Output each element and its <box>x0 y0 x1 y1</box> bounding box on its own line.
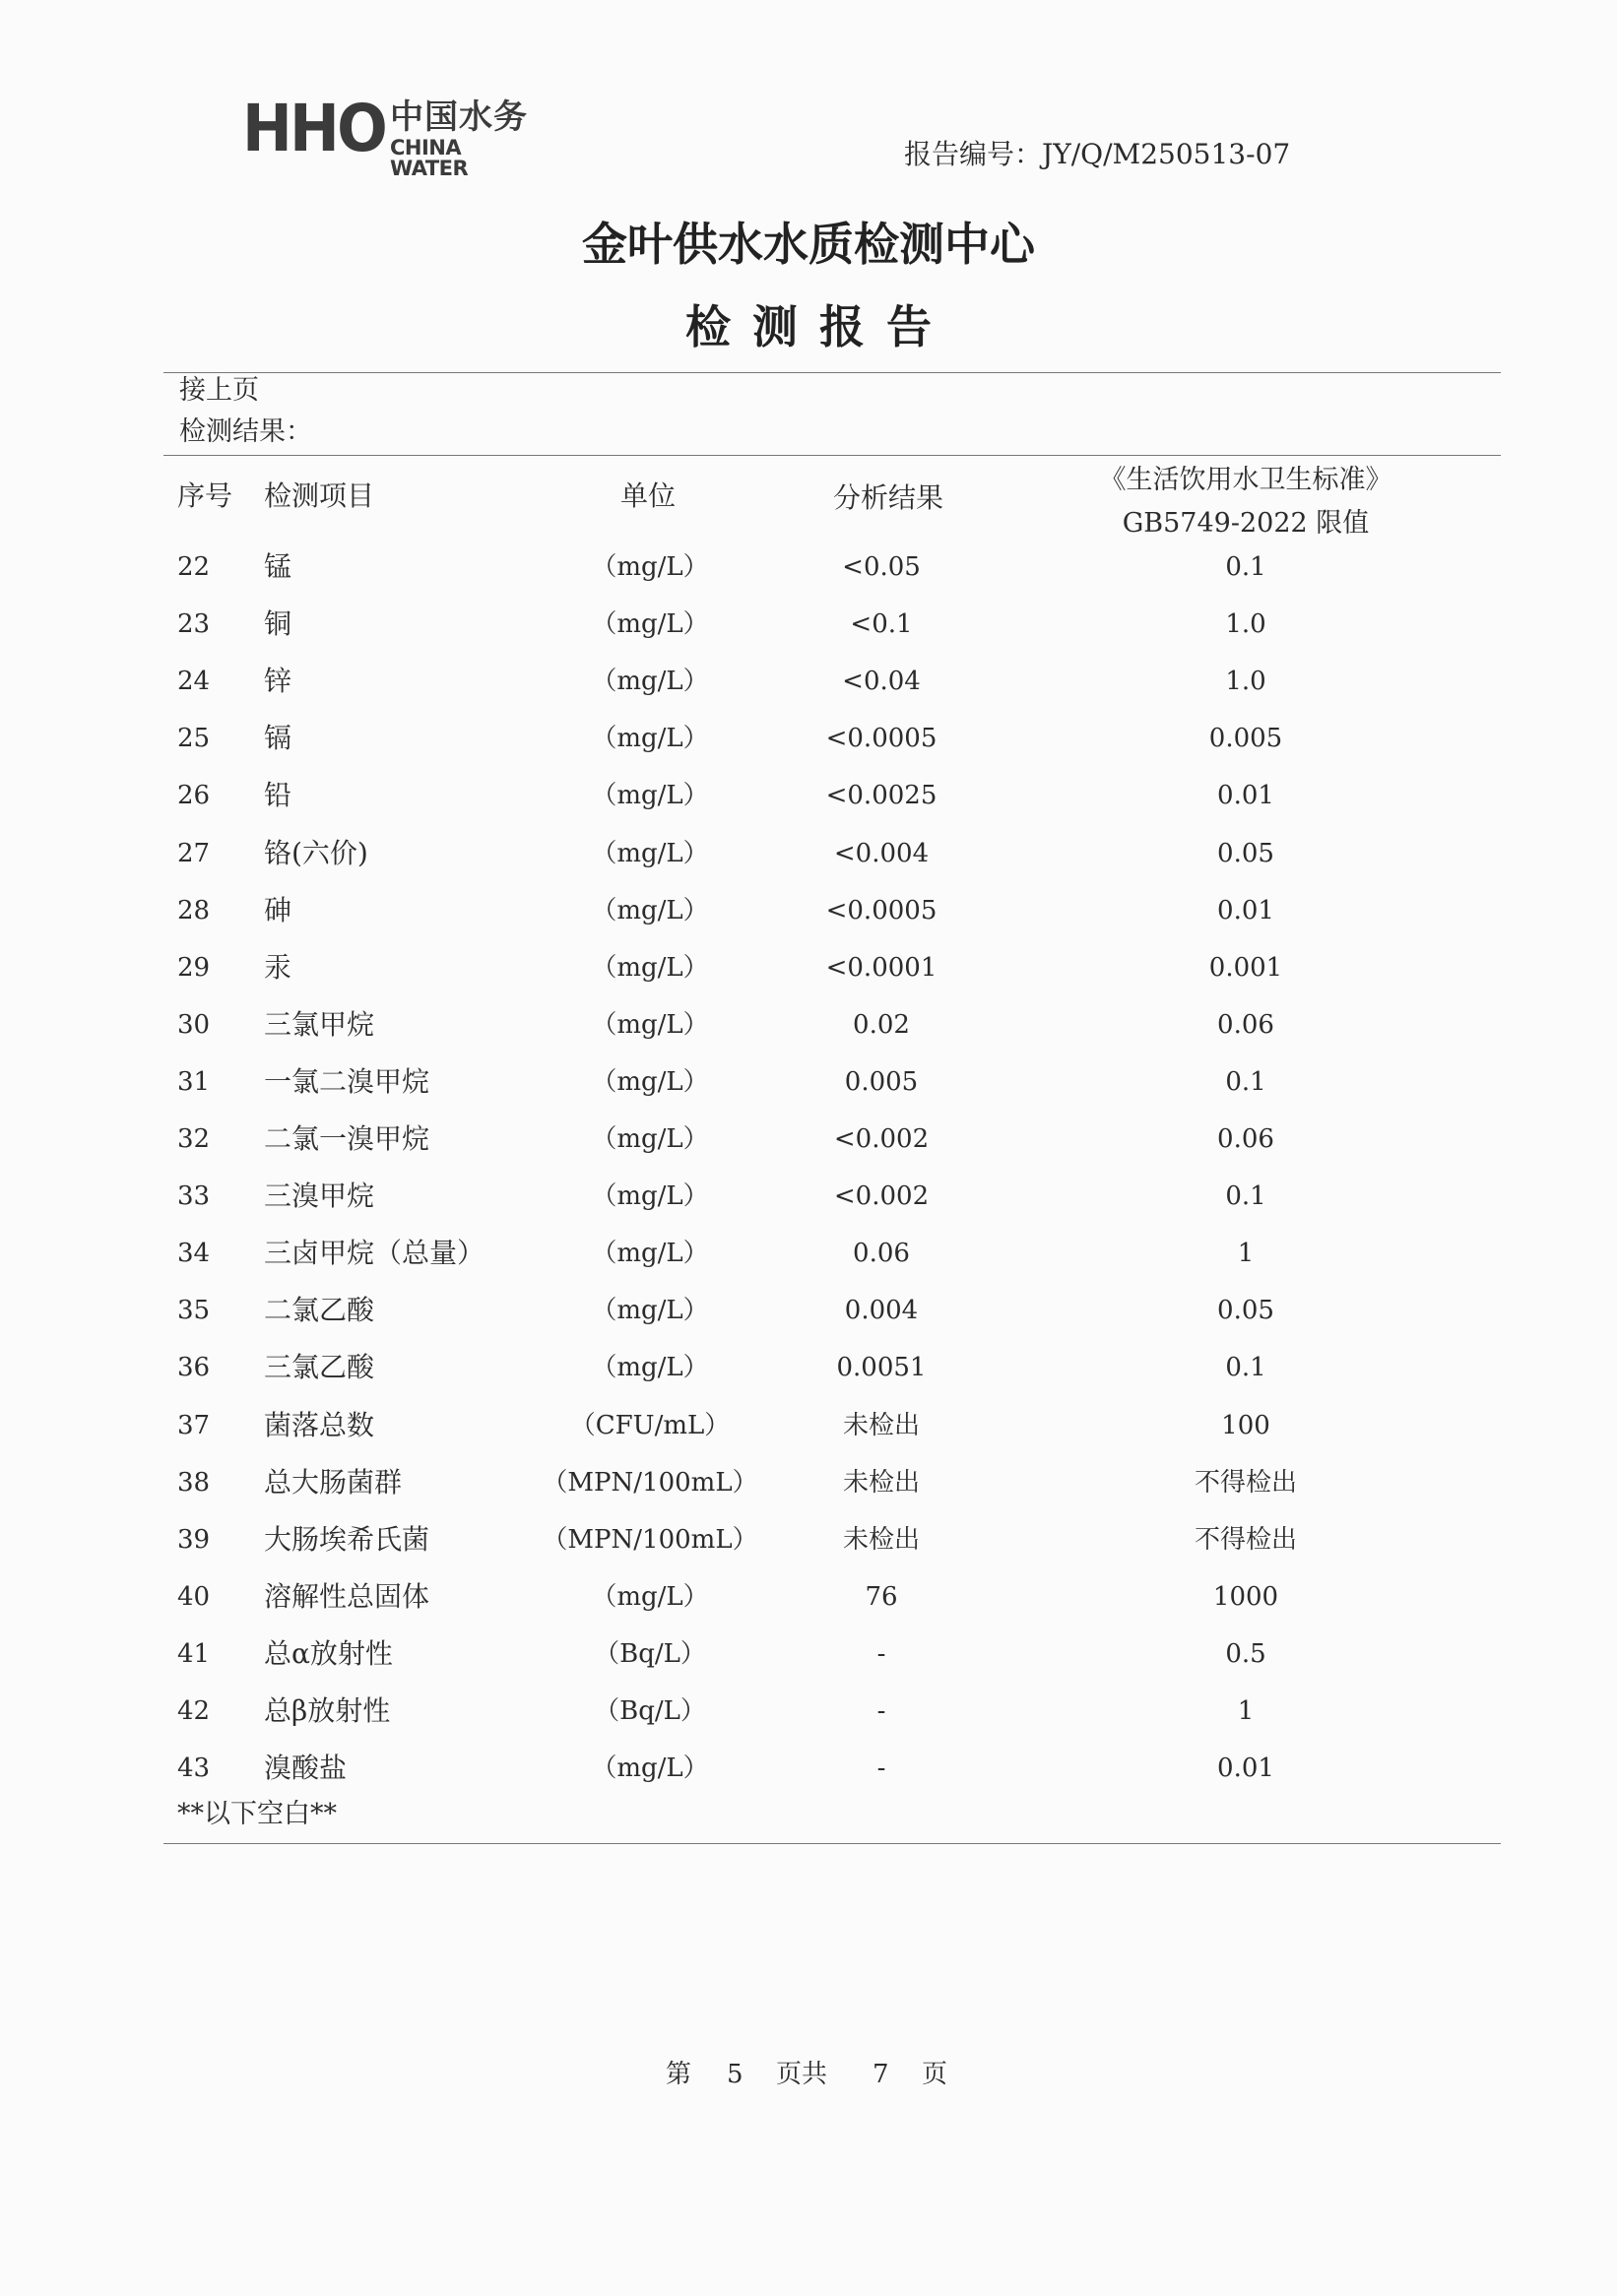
divider-top <box>163 372 1501 373</box>
table-row <box>0 1520 1617 1560</box>
table-row <box>0 1062 1617 1102</box>
row-unit: （mg/L） <box>591 1296 709 1325</box>
row-limit: 0.06 <box>1217 1010 1274 1040</box>
row-limit: 0.01 <box>1217 896 1274 925</box>
table-row <box>0 1177 1617 1216</box>
row-unit: （mg/L） <box>591 896 709 925</box>
row-unit: （Bq/L） <box>594 1639 706 1669</box>
row-item: 汞 <box>264 951 292 984</box>
header-standard-name: 《生活饮用水卫生标准》 <box>1099 465 1392 495</box>
footer-mid: 页共 <box>776 2060 828 2089</box>
row-result: <0.004 <box>833 839 930 868</box>
row-unit: （mg/L） <box>591 1067 709 1097</box>
row-result: <0.04 <box>842 667 921 696</box>
row-limit: 0.06 <box>1217 1124 1274 1154</box>
row-number: 29 <box>177 953 211 983</box>
logo-english-name: CHINA WATER <box>390 136 469 180</box>
table-row <box>0 891 1617 930</box>
row-item: 三氯甲烷 <box>264 1008 375 1041</box>
row-limit: 1000 <box>1212 1582 1279 1612</box>
divider-header <box>163 455 1501 456</box>
row-item: 三卤甲烷（总量） <box>264 1237 485 1269</box>
row-number: 38 <box>177 1468 211 1498</box>
footer-prefix: 第 <box>666 2060 692 2089</box>
row-limit: 1 <box>1237 1696 1255 1726</box>
company-logo <box>242 91 538 180</box>
row-item: 锌 <box>264 665 292 697</box>
table-row <box>0 1348 1617 1387</box>
row-result: 0.0051 <box>836 1353 927 1382</box>
table-row <box>0 1691 1617 1731</box>
table-row <box>0 662 1617 701</box>
row-unit: （mg/L） <box>591 1353 709 1382</box>
row-item: 铅 <box>264 779 292 811</box>
row-result: 0.06 <box>853 1239 910 1268</box>
row-limit: 0.05 <box>1217 839 1274 868</box>
row-unit: （MPN/100mL） <box>542 1468 758 1498</box>
row-limit: 0.1 <box>1225 552 1266 582</box>
table-row <box>0 1577 1617 1617</box>
table-row <box>0 547 1617 587</box>
row-unit: （mg/L） <box>591 1239 709 1268</box>
row-limit: 0.01 <box>1217 1754 1274 1783</box>
row-limit: 1.0 <box>1225 667 1266 696</box>
row-unit: （MPN/100mL） <box>542 1525 758 1555</box>
blank-note: **以下空白** <box>177 1799 337 1829</box>
row-number: 42 <box>177 1696 211 1726</box>
row-item: 砷 <box>264 894 292 926</box>
row-result: - <box>876 1696 886 1726</box>
results-label: 检测结果： <box>179 416 312 447</box>
row-limit: 0.1 <box>1225 1181 1266 1211</box>
row-number: 28 <box>177 896 211 925</box>
row-result: - <box>876 1754 886 1783</box>
report-number-label: 报告编号： <box>904 138 1043 170</box>
row-unit: （mg/L） <box>591 552 709 582</box>
header-unit: 单位 <box>620 479 677 512</box>
row-item: 总α放射性 <box>264 1637 393 1670</box>
row-item: 二氯一溴甲烷 <box>264 1122 430 1155</box>
row-item: 一氯二溴甲烷 <box>264 1065 430 1098</box>
row-item: 三溴甲烷 <box>264 1180 375 1212</box>
row-limit: 0.5 <box>1225 1639 1266 1669</box>
row-number: 34 <box>177 1239 211 1268</box>
row-limit: 0.1 <box>1225 1067 1266 1097</box>
divider-bottom <box>163 1843 1501 1844</box>
row-limit: 0.05 <box>1217 1296 1274 1325</box>
row-result: <0.0005 <box>825 896 938 925</box>
row-unit: （mg/L） <box>591 953 709 983</box>
row-unit: （mg/L） <box>591 781 709 810</box>
row-limit: 不得检出 <box>1194 1525 1297 1555</box>
row-limit: 0.001 <box>1208 953 1283 983</box>
row-result: 0.005 <box>844 1067 919 1097</box>
row-number: 32 <box>177 1124 211 1154</box>
row-number: 43 <box>177 1754 211 1783</box>
table-row <box>0 605 1617 644</box>
row-number: 40 <box>177 1582 211 1612</box>
row-number: 36 <box>177 1353 211 1382</box>
row-result: 0.02 <box>853 1010 910 1040</box>
row-item: 铬(六价) <box>264 837 368 869</box>
header-standard-code: GB5749-2022 限值 <box>1122 508 1370 539</box>
row-result: <0.0001 <box>825 953 938 983</box>
row-result: <0.002 <box>833 1124 930 1154</box>
row-limit: 0.1 <box>1225 1353 1266 1382</box>
row-item: 总大肠菌群 <box>264 1466 403 1499</box>
row-result: - <box>876 1639 886 1669</box>
row-number: 33 <box>177 1181 211 1211</box>
row-item: 三氯乙酸 <box>264 1351 375 1383</box>
header-no: 序号 <box>177 479 233 512</box>
row-result: <0.05 <box>842 552 921 582</box>
header-standard <box>1083 459 1408 545</box>
table-row <box>0 948 1617 988</box>
table-row <box>0 719 1617 758</box>
row-result: 未检出 <box>842 1468 920 1498</box>
row-result: 未检出 <box>842 1411 920 1440</box>
table-row <box>0 1119 1617 1159</box>
footer-total-pages: 7 <box>873 2060 889 2089</box>
row-result: 0.004 <box>844 1296 919 1325</box>
table-row <box>0 834 1617 873</box>
row-result: 未检出 <box>842 1525 920 1555</box>
row-unit: （mg/L） <box>591 667 709 696</box>
logo-mark: HHO <box>242 91 385 166</box>
row-number: 26 <box>177 781 211 810</box>
row-number: 24 <box>177 667 211 696</box>
row-unit: （mg/L） <box>591 1582 709 1612</box>
row-item: 溶解性总固体 <box>264 1580 430 1613</box>
report-title: 检测报告 <box>685 300 953 353</box>
row-result: <0.002 <box>833 1181 930 1211</box>
row-unit: （Bq/L） <box>594 1696 706 1726</box>
header-result: 分析结果 <box>833 481 944 514</box>
organization-name: 金叶供水水质检测中心 <box>582 218 1035 271</box>
table-row <box>0 1749 1617 1788</box>
row-item: 大肠埃希氏菌 <box>264 1523 430 1556</box>
table-row <box>0 1406 1617 1445</box>
row-number: 37 <box>177 1411 211 1440</box>
row-limit: 0.005 <box>1208 724 1283 753</box>
table-row <box>0 1234 1617 1273</box>
row-result: 76 <box>865 1582 898 1612</box>
row-item: 锰 <box>264 550 292 583</box>
logo-chinese-name: 中国水务 <box>390 97 528 137</box>
row-number: 27 <box>177 839 211 868</box>
row-number: 30 <box>177 1010 211 1040</box>
row-item: 二氯乙酸 <box>264 1294 375 1326</box>
row-unit: （mg/L） <box>591 724 709 753</box>
row-number: 31 <box>177 1067 211 1097</box>
row-result: <0.0005 <box>825 724 938 753</box>
header-item: 检测项目 <box>264 479 375 512</box>
row-unit: （mg/L） <box>591 839 709 868</box>
footer-page-number: 5 <box>727 2060 744 2089</box>
row-limit: 100 <box>1221 1411 1270 1440</box>
table-row <box>0 776 1617 815</box>
report-number-value: JY/Q/M250513-07 <box>1042 138 1291 170</box>
row-result: <0.0025 <box>825 781 938 810</box>
row-number: 23 <box>177 609 211 639</box>
row-unit: （mg/L） <box>591 1754 709 1783</box>
row-limit: 1.0 <box>1225 609 1266 639</box>
row-number: 35 <box>177 1296 211 1325</box>
table-row <box>0 1463 1617 1502</box>
footer-suffix: 页 <box>922 2060 948 2089</box>
table-row <box>0 1634 1617 1674</box>
row-item: 铜 <box>264 607 292 640</box>
continued-label: 接上页 <box>179 375 259 406</box>
row-limit: 0.01 <box>1217 781 1274 810</box>
row-number: 25 <box>177 724 211 753</box>
row-limit: 1 <box>1237 1239 1255 1268</box>
row-unit: （mg/L） <box>591 609 709 639</box>
row-unit: （mg/L） <box>591 1181 709 1211</box>
row-unit: （CFU/mL） <box>569 1411 731 1440</box>
row-unit: （mg/L） <box>591 1124 709 1154</box>
row-result: <0.1 <box>850 609 913 639</box>
row-number: 39 <box>177 1525 211 1555</box>
row-item: 溴酸盐 <box>264 1752 348 1784</box>
row-item: 总β放射性 <box>264 1694 391 1727</box>
row-number: 41 <box>177 1639 211 1669</box>
row-unit: （mg/L） <box>591 1010 709 1040</box>
table-row <box>0 1291 1617 1330</box>
report-number <box>904 138 1290 171</box>
row-number: 22 <box>177 552 211 582</box>
table-row <box>0 1005 1617 1045</box>
row-item: 菌落总数 <box>264 1409 375 1441</box>
row-item: 镉 <box>264 722 292 754</box>
row-limit: 不得检出 <box>1194 1468 1297 1498</box>
